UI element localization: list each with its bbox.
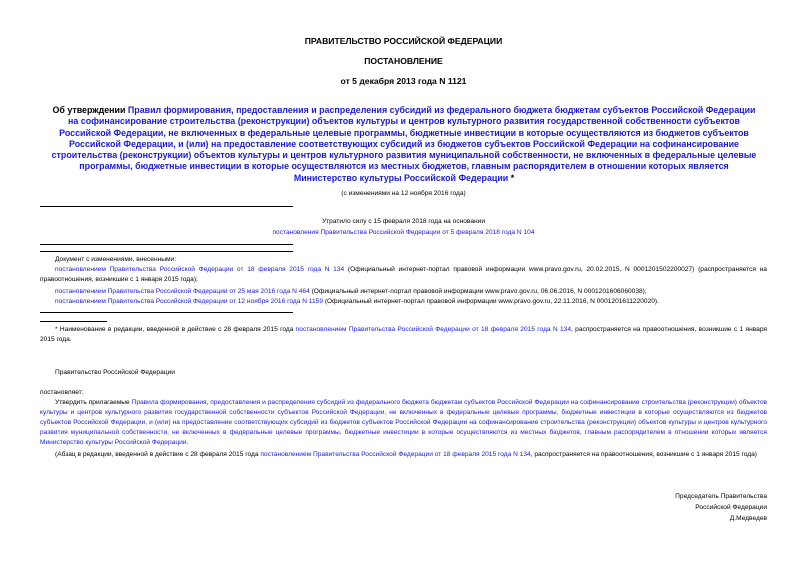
signature-country: Российской Федерации [695, 504, 767, 511]
footnote-divider [40, 321, 107, 322]
changes-heading: Документ с изменениями, внесенными: [55, 256, 177, 263]
signature-name: Д.Медведев [729, 515, 767, 522]
divider [40, 251, 293, 252]
signature-title: Председатель Правительства [675, 493, 767, 500]
divider [40, 244, 293, 245]
change-link-2015[interactable]: постановлением Правительства Российской Федерации от 18 февраля 2015 года N 134 [55, 266, 345, 273]
title-prefix: Об утверждении [52, 105, 128, 115]
document-title [48, 105, 760, 184]
approve-rules-link[interactable]: Правила формирования, предоставления и распределения субсидий из федерального бюджета бюджетам субъектов Российской Федерации на софинансирование строительства (реконструкции) объектов культуры и центров культурного развития государственной собственности субъектов Российской Федерации, не включенных в федеральные целевые программы, бюджетные инвестиции в которые осуществляются из бюджетов субъектов Российской Федерации, и (или) на предоставление соответствующих субсидий из бюджетов субъектов Российской Федерации на софинансирование строительства (реконструкции) объектов культуры и центров культурного развития муниципальной собственности, не включенных в федеральные целевые программы, бюджетные инвестиции в которые осуществляются из местных бюджетов, главным распорядителем в отношении которых является Министерство культуры Российской Федерации [40, 399, 767, 446]
footnote-link[interactable]: постановлением Правительства Российской Федерации от 18 февраля 2015 года N 134 [295, 326, 572, 333]
change-item: постановлением Правительства Российской Федерации от 25 мая 2016 года N 464 (Официальный интернет-портал правовой информации www.pravo.gov.ru, 06.06.2016, N 0001201606060038); [55, 288, 647, 295]
expired-note: Утратило силу с 15 февраля 2018 года на основании [321, 218, 486, 225]
paragraph-note: (Абзац в редакции, введенной в действие с 28 февраля 2015 года постановлением Правительства Российской Федерации от 18 февраля 2015 года N 134, распространяется на правоотношения, возникшие с 1 января 2015 года) [55, 451, 757, 458]
change-link-2016-nov[interactable]: постановлением Правительства Российской Федерации от 12 ноября 2016 года N 1159 [55, 298, 323, 305]
title-suffix: * [508, 172, 515, 183]
doc-type: ПОСТАНОВЛЕНИЕ [364, 56, 443, 66]
doc-date-number: от 5 декабря 2013 года N 1121 [340, 76, 467, 86]
resolves-label: постановляет: [40, 389, 84, 396]
amended-note: (с изменениями на 12 ноября 2016 года) [341, 190, 466, 197]
paragraph-note-link[interactable]: постановлением Правительства Российской Федерации от 18 февраля 2015 года N 134 [260, 451, 531, 458]
org-name: ПРАВИТЕЛЬСТВО РОССИЙСКОЙ ФЕДЕРАЦИИ [304, 36, 503, 46]
change-item: постановлением Правительства Российской Федерации от 12 ноября 2016 года N 1159 (Официальный интернет-портал правовой информации www.pravo.gov.ru, 22.11.2016, N 0001201611220020). [55, 298, 659, 305]
government-label: Правительство Российской Федерации [55, 369, 175, 376]
approve-paragraph: Утвердить прилагаемые Правила формирования, предоставления и распределения субсидий из федерального бюджета бюджетам субъектов Российской Федерации на софинансирование строительства (реконструкции) объектов культуры и центров культурного развития государственной собственности субъектов Российской Федерации, не включенных в федеральные целевые программы, бюджетные инвестиции в которые осуществляются из бюджетов субъектов Российской Федерации, и (или) на предоставление соответствующих субсидий из бюджетов субъектов Российской Федерации на софинансирование строительства (реконструкции) объектов культуры и центров культурного развития муниципальной собственности, не включенных в федеральные целевые программы, бюджетные инвестиции в которые осуществляются из местных бюджетов, главным распорядителем в отношении которых является Министерство культуры Российской Федерации. [40, 399, 767, 446]
divider [40, 312, 293, 313]
change-link-2016-may[interactable]: постановлением Правительства Российской Федерации от 25 мая 2016 года N 464 [55, 288, 310, 295]
divider [40, 206, 293, 207]
change-item: постановлением Правительства Российской Федерации от 18 февраля 2015 года N 134 (Официальный интернет-портал правовой информации www.pravo.gov.ru, 20.02.2015, N 0001201502200027) (распространяется на правоотношения, возникшие с 1 января 2015 года); [40, 266, 767, 283]
title-rules-link[interactable]: Правил формирования, предоставления и распределения субсидий из федерального бюджета бюджетам субъектов Российской Федерации на софинансирование строительства (реконструкции) объектов культуры и центров культурного развития государственной собственности субъектов Российской Федерации, не включенных в федеральные целевые программы, бюджетные инвестиции в которые осуществляются из бюджетов субъектов Российской Федерации, и (или) на предоставление соответствующих субсидий из бюджетов субъектов Российской Федерации на софинансирование строительства (реконструкции) объектов культуры и центров культурного развития муниципальной собственности, не включенных в федеральные целевые программы, бюджетные инвестиции в которые осуществляются из местных бюджетов, главным распорядителем в отношении которых является Министерство культуры Российской Федерации [51, 105, 757, 183]
footnote: * Наименование в редакции, введенной в действие с 28 февраля 2015 года постановлением Правительства Российской Федерации от 18 февраля 2015 года N 134, распространяется на правоотношения, возникшие с 1 января 2015 года. [40, 326, 767, 343]
expired-link[interactable]: постановления Правительства Российской Федерации от 5 февраля 2018 года N 104 [272, 229, 535, 236]
